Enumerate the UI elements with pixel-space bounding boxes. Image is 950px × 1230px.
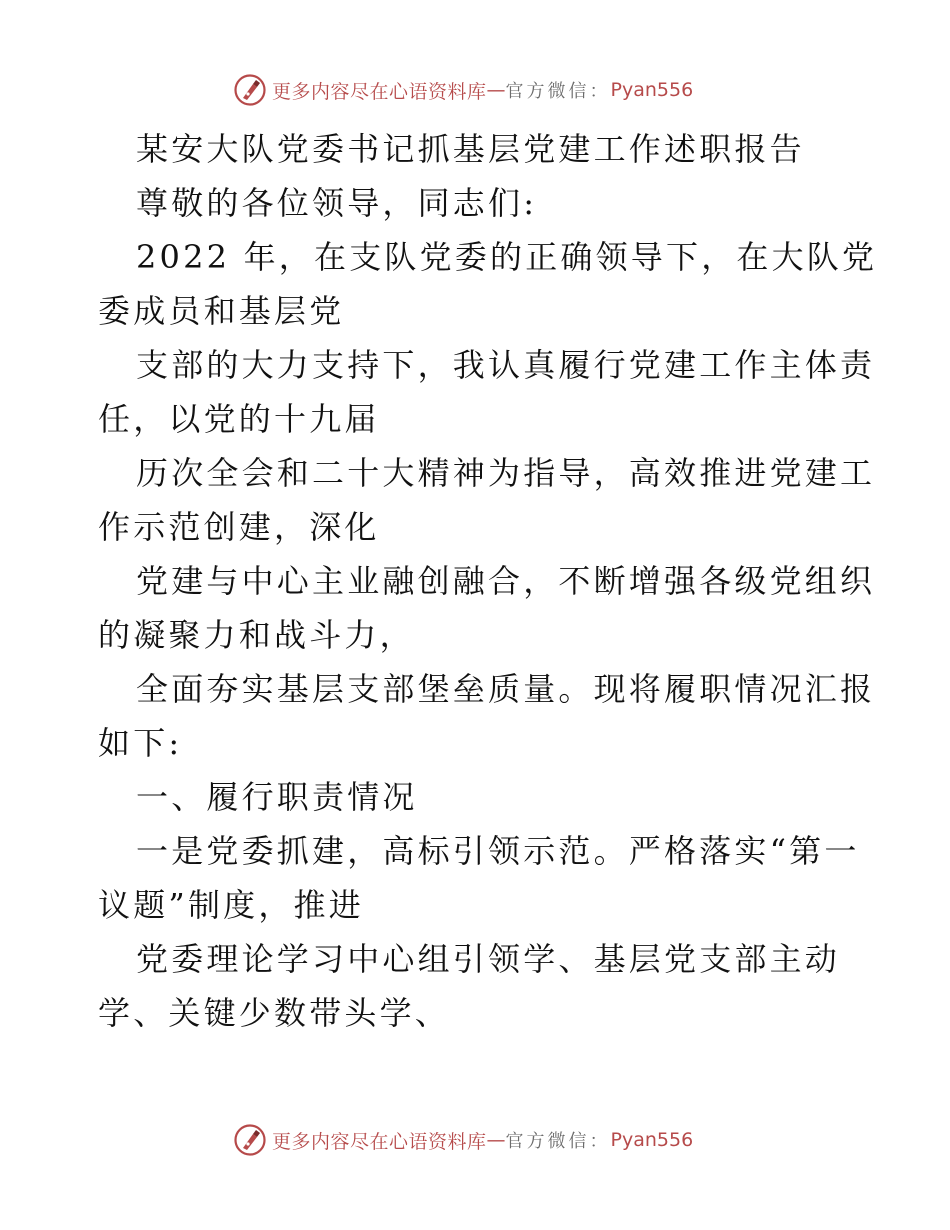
section-heading: 一、履行职责情况: [136, 778, 418, 816]
document-body: [98, 122, 878, 1040]
paragraph-line: 党委理论学习中心组引领学、基层党支部主动: [136, 940, 841, 978]
paragraph-line: 作示范创建，深化: [98, 508, 380, 546]
paragraph-line: 学、关键少数带头学、: [98, 994, 451, 1032]
watermark-separator: —: [486, 79, 506, 101]
watermark-brand-text: 更多内容尽在心语资料库: [272, 80, 487, 103]
watermark-official-label: 官方微信：: [505, 1131, 611, 1152]
watermark-official-label: 官方微信：: [505, 81, 611, 102]
pen-nib-seal-icon: [234, 74, 266, 106]
paragraph-line: 党建与中心主业融创融合，不断增强各级党组织: [136, 562, 876, 600]
paragraph-line: 一是党委抓建，高标引领示范。严格落实“第一: [136, 832, 860, 870]
footer-watermark: [234, 1123, 693, 1157]
watermark-wechat-id: Pyan556: [610, 1129, 694, 1151]
paragraph-line: 如下:: [98, 724, 183, 762]
salutation: 尊敬的各位领导，同志们:: [136, 184, 538, 222]
paragraph-line: 支部的大力支持下，我认真履行党建工作主体责: [136, 346, 876, 384]
paragraph-line: 2022 年，在支队党委的正确领导下，在大队党: [136, 238, 878, 276]
watermark-wechat-id: Pyan556: [610, 79, 694, 101]
paragraph-line: 的凝聚力和战斗力，: [98, 616, 415, 654]
paragraph-line: 全面夯实基层支部堡垒质量。现将履职情况汇报: [136, 670, 876, 708]
pen-nib-seal-icon: [234, 1124, 266, 1156]
header-watermark: [234, 73, 693, 107]
watermark-separator: —: [486, 1129, 506, 1151]
paragraph-line: 任，以党的十九届: [98, 400, 380, 438]
document-title: 某安大队党委书记抓基层党建工作述职报告: [136, 130, 805, 168]
paragraph-line: 议题”制度，推进: [98, 886, 364, 924]
watermark-brand-text: 更多内容尽在心语资料库: [272, 1130, 487, 1153]
paragraph-line: 委成员和基层党: [98, 292, 345, 330]
paragraph-line: 历次全会和二十大精神为指导，高效推进党建工: [136, 454, 876, 492]
